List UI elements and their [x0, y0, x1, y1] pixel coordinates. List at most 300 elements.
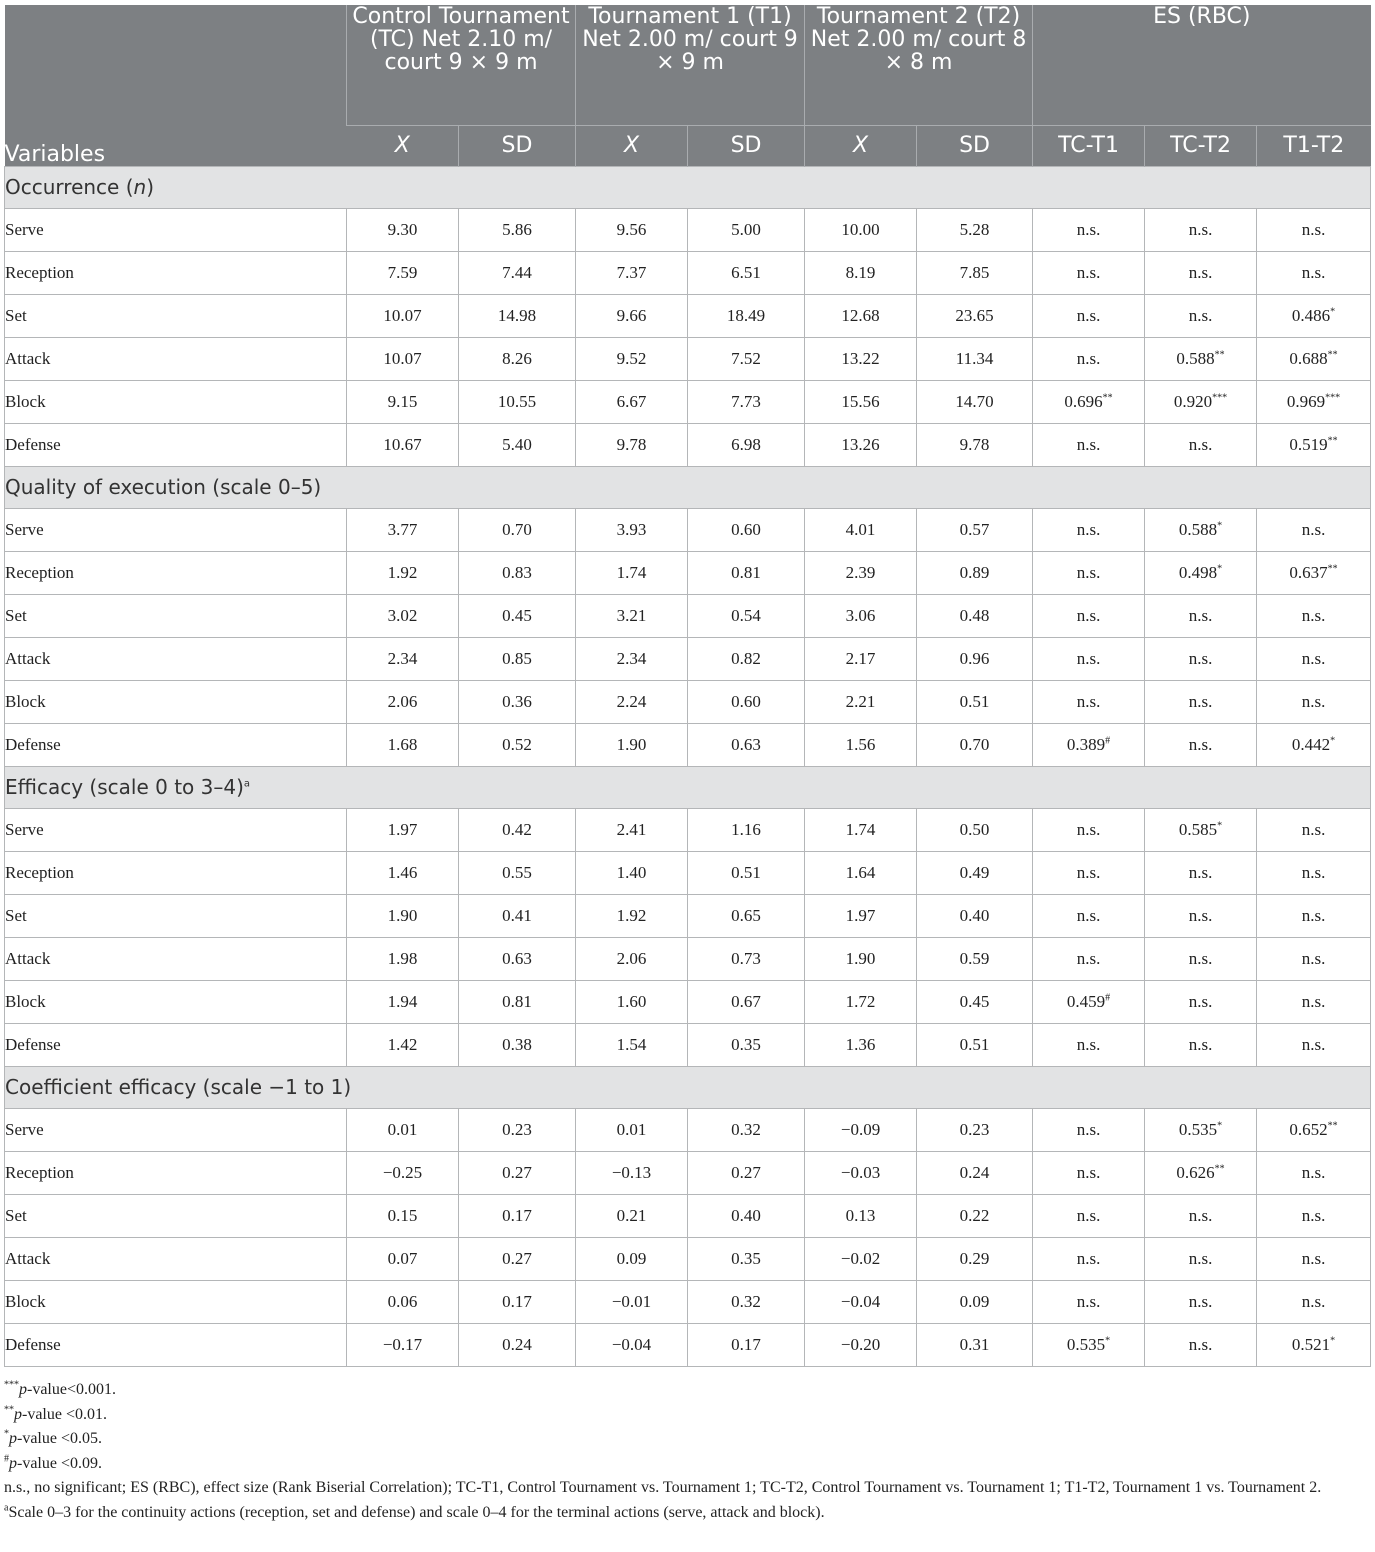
table-row	[5, 551, 1371, 594]
cell-t1-sd	[688, 980, 805, 1023]
significance-mark: *	[1330, 734, 1336, 746]
cell-value: 7.44	[502, 262, 532, 282]
cell-value: 9.78	[616, 434, 647, 454]
cell-es-tc-t2	[1145, 594, 1257, 637]
cell-value: 0.24	[502, 1334, 532, 1354]
cell-t2-mean	[805, 294, 917, 337]
cell-value: 0.41	[502, 905, 532, 925]
cell-value: 2.41	[616, 819, 647, 839]
cell-value: 0.85	[502, 648, 532, 668]
cell-value: 0.27	[502, 1248, 532, 1268]
table-row	[5, 1237, 1371, 1280]
header-row-groups	[5, 5, 1371, 125]
cell-value: n.s.	[1301, 819, 1326, 839]
cell-value: 5.00	[731, 219, 761, 239]
section-title-text: Occurrence (	[5, 175, 134, 199]
cell-es-tc-t1	[1033, 551, 1145, 594]
significance-mark: *	[1330, 305, 1336, 317]
cell-value: n.s.	[1301, 1162, 1326, 1182]
cell-tc-mean	[347, 723, 459, 766]
cell-value: 0.535	[1178, 1119, 1218, 1139]
row-label: Reception	[5, 251, 347, 294]
cell-value: 0.38	[502, 1034, 532, 1054]
cell-t1-sd	[688, 1108, 805, 1151]
cell-es-tc-t2	[1145, 851, 1257, 894]
cell-es-tc-t2	[1145, 508, 1257, 551]
cell-value: 1.74	[845, 819, 876, 839]
cell-value: 0.63	[502, 948, 532, 968]
cell-value: n.s.	[1301, 1205, 1326, 1225]
section-title-text: Efficacy (scale 0 to 3–4)	[5, 775, 244, 799]
cell-value: n.s.	[1076, 219, 1101, 239]
cell-es-tc-t2	[1145, 894, 1257, 937]
results-table	[4, 5, 1371, 1367]
cell-es-tc-t2	[1145, 1108, 1257, 1151]
significance-mark: *	[1217, 519, 1223, 531]
cell-value: 0.652	[1289, 1119, 1328, 1139]
cell-tc-sd	[459, 508, 576, 551]
cell-value: n.s.	[1188, 1248, 1213, 1268]
cell-value: 3.02	[387, 605, 418, 625]
cell-t2-mean	[805, 551, 917, 594]
cell-value: 0.585	[1178, 819, 1218, 839]
cell-value: n.s.	[1301, 219, 1326, 239]
cell-tc-mean	[347, 937, 459, 980]
cell-t2-sd	[917, 337, 1033, 380]
cell-t1-mean	[576, 894, 688, 937]
cell-value: n.s.	[1301, 862, 1326, 882]
cell-value: 0.459	[1066, 991, 1106, 1011]
cell-tc-mean	[347, 1108, 459, 1151]
section-title-text: Quality of execution (scale 0–5)	[5, 475, 322, 499]
cell-value: 10.00	[841, 219, 880, 239]
table-row	[5, 1151, 1371, 1194]
cell-value: n.s.	[1076, 1162, 1101, 1182]
cell-value: n.s.	[1076, 948, 1101, 968]
cell-tc-mean	[347, 1237, 459, 1280]
section-row	[5, 166, 1371, 208]
cell-value: 0.486	[1291, 305, 1331, 325]
cell-t1-mean	[576, 1108, 688, 1151]
cell-value: 0.54	[731, 605, 761, 625]
cell-value: 0.920	[1173, 391, 1213, 411]
cell-value: 1.54	[616, 1034, 647, 1054]
cell-value: 0.35	[731, 1034, 761, 1054]
section-title	[5, 766, 1371, 808]
row-label: Block	[5, 1280, 347, 1323]
cell-t1-mean	[576, 1023, 688, 1066]
cell-value: 1.72	[845, 991, 876, 1011]
cell-value: 0.07	[387, 1248, 418, 1268]
cell-t2-sd	[917, 251, 1033, 294]
cell-value: 6.51	[731, 262, 761, 282]
cell-value: 0.55	[502, 862, 532, 882]
cell-es-tc-t1	[1033, 894, 1145, 937]
cell-tc-mean	[347, 637, 459, 680]
significance-mark: **	[1327, 348, 1338, 360]
cell-value: 2.39	[845, 562, 876, 582]
cell-tc-sd	[459, 637, 576, 680]
cell-t2-mean	[805, 680, 917, 723]
row-label: Attack	[5, 1237, 347, 1280]
row-label: Block	[5, 380, 347, 423]
row-label: Serve	[5, 1108, 347, 1151]
table-row	[5, 980, 1371, 1023]
cell-value: n.s.	[1301, 905, 1326, 925]
cell-es-tc-t1	[1033, 808, 1145, 851]
cell-t2-sd	[917, 551, 1033, 594]
cell-es-t1-t2	[1257, 594, 1371, 637]
cell-es-tc-t2	[1145, 637, 1257, 680]
cell-value: 14.70	[955, 391, 994, 411]
cell-es-t1-t2	[1257, 1023, 1371, 1066]
cell-value: 1.42	[387, 1034, 418, 1054]
cell-value: 5.40	[502, 434, 532, 454]
cell-value: n.s.	[1188, 605, 1213, 625]
cell-es-t1-t2	[1257, 508, 1371, 551]
cell-value: 0.35	[731, 1248, 761, 1268]
cell-value: 0.40	[731, 1205, 761, 1225]
cell-value: 0.696	[1064, 391, 1103, 411]
cell-value: −0.09	[840, 1119, 881, 1139]
cell-value: 1.36	[845, 1034, 876, 1054]
cell-value: 12.68	[841, 305, 880, 325]
section-title-footnote-mark: a	[243, 778, 251, 790]
cell-es-t1-t2	[1257, 1323, 1371, 1366]
cell-value: 2.06	[387, 691, 418, 711]
cell-t1-mean	[576, 980, 688, 1023]
cell-t1-mean	[576, 380, 688, 423]
cell-tc-sd	[459, 423, 576, 466]
cell-value: 0.17	[502, 1291, 532, 1311]
cell-es-tc-t2	[1145, 723, 1257, 766]
cell-value: 1.74	[616, 562, 647, 582]
cell-value: 9.15	[387, 391, 418, 411]
cell-t2-mean	[805, 808, 917, 851]
cell-es-tc-t1	[1033, 1023, 1145, 1066]
cell-value: 0.42	[502, 819, 532, 839]
cell-value: 0.50	[959, 819, 990, 839]
header-tc-sd: SD	[459, 125, 576, 166]
cell-value: 7.73	[731, 391, 761, 411]
cell-t2-sd	[917, 637, 1033, 680]
cell-tc-mean	[347, 808, 459, 851]
header-t2-sd: SD	[917, 125, 1033, 166]
cell-value: 14.98	[497, 305, 537, 325]
cell-value: −0.01	[611, 1291, 652, 1311]
cell-value: 9.52	[616, 348, 647, 368]
cell-value: 2.34	[387, 648, 418, 668]
cell-value: 7.59	[387, 262, 418, 282]
cell-t2-mean	[805, 637, 917, 680]
cell-t2-sd	[917, 1194, 1033, 1237]
cell-t1-sd	[688, 851, 805, 894]
significance-mark: *	[1330, 1334, 1336, 1346]
cell-value: 4.01	[845, 519, 876, 539]
cell-es-tc-t1	[1033, 680, 1145, 723]
cell-value: 1.92	[387, 562, 418, 582]
cell-es-tc-t2	[1145, 251, 1257, 294]
cell-value: 1.90	[387, 905, 418, 925]
cell-value: 10.07	[383, 305, 422, 325]
cell-tc-sd	[459, 937, 576, 980]
cell-t1-mean	[576, 937, 688, 980]
header-control-tournament: Control Tournament (TC) Net 2.10 m/ court 9 × 9 m	[347, 5, 576, 125]
row-label: Attack	[5, 937, 347, 980]
cell-value: n.s.	[1301, 262, 1326, 282]
cell-value: n.s.	[1076, 519, 1101, 539]
cell-es-t1-t2	[1257, 808, 1371, 851]
cell-es-t1-t2	[1257, 937, 1371, 980]
cell-t2-sd	[917, 851, 1033, 894]
cell-t1-sd	[688, 508, 805, 551]
cell-tc-sd	[459, 1023, 576, 1066]
row-label: Serve	[5, 508, 347, 551]
table-row	[5, 723, 1371, 766]
cell-t1-sd	[688, 1237, 805, 1280]
cell-value: 2.21	[845, 691, 876, 711]
cell-es-tc-t1	[1033, 937, 1145, 980]
header-tournament-1: Tournament 1 (T1) Net 2.00 m/ court 9 × 9 m	[576, 5, 805, 125]
cell-value: n.s.	[1076, 348, 1101, 368]
cell-value: n.s.	[1301, 948, 1326, 968]
cell-value: 1.68	[387, 734, 418, 754]
cell-value: 0.21	[616, 1205, 647, 1225]
cell-tc-sd	[459, 808, 576, 851]
table-row	[5, 594, 1371, 637]
header-t2-mean: X	[805, 125, 917, 166]
cell-t1-mean	[576, 1323, 688, 1366]
cell-value: n.s.	[1188, 1291, 1213, 1311]
cell-value: 6.98	[731, 434, 761, 454]
cell-value: 0.27	[502, 1162, 532, 1182]
cell-value: 0.23	[502, 1119, 532, 1139]
cell-tc-sd	[459, 894, 576, 937]
cell-es-t1-t2	[1257, 1280, 1371, 1323]
cell-value: 1.56	[845, 734, 876, 754]
row-label: Reception	[5, 551, 347, 594]
significance-mark: **	[1102, 391, 1113, 403]
cell-value: 0.13	[845, 1205, 876, 1225]
footnotes	[4, 1378, 1370, 1525]
cell-t2-mean	[805, 894, 917, 937]
section-row	[5, 466, 1371, 508]
table-body	[5, 166, 1371, 1366]
cell-t2-mean	[805, 1323, 917, 1366]
cell-tc-sd	[459, 294, 576, 337]
header-tournament-2: Tournament 2 (T2) Net 2.00 m/ court 8 × 8 m	[805, 5, 1033, 125]
cell-value: 1.90	[845, 948, 876, 968]
row-label: Block	[5, 680, 347, 723]
cell-es-tc-t2	[1145, 680, 1257, 723]
cell-t2-sd	[917, 723, 1033, 766]
cell-t2-mean	[805, 337, 917, 380]
cell-value: 0.688	[1289, 348, 1328, 368]
header-t1-t2: T1-T2	[1257, 125, 1371, 166]
significance-mark: *	[1105, 1334, 1111, 1346]
cell-value: 1.46	[387, 862, 418, 882]
section-row	[5, 1066, 1371, 1108]
cell-t2-sd	[917, 294, 1033, 337]
cell-es-tc-t1	[1033, 980, 1145, 1023]
cell-es-t1-t2	[1257, 637, 1371, 680]
cell-es-tc-t2	[1145, 1280, 1257, 1323]
row-label: Set	[5, 594, 347, 637]
cell-value: 10.07	[383, 348, 422, 368]
cell-es-tc-t2	[1145, 1237, 1257, 1280]
cell-value: 0.89	[959, 562, 990, 582]
cell-value: 7.85	[959, 262, 990, 282]
cell-value: 23.65	[955, 305, 994, 325]
cell-t1-mean	[576, 337, 688, 380]
cell-value: n.s.	[1076, 1291, 1101, 1311]
row-label: Set	[5, 1194, 347, 1237]
cell-t1-mean	[576, 680, 688, 723]
cell-value: n.s.	[1188, 1205, 1213, 1225]
table-row	[5, 894, 1371, 937]
cell-value: n.s.	[1188, 434, 1213, 454]
footnote-p05: *p-value <0.05.	[4, 1428, 102, 1447]
cell-t2-sd	[917, 1023, 1033, 1066]
cell-es-t1-t2	[1257, 980, 1371, 1023]
table-row	[5, 808, 1371, 851]
cell-es-t1-t2	[1257, 294, 1371, 337]
section-title	[5, 1066, 1371, 1108]
cell-value: −0.02	[840, 1248, 881, 1268]
cell-t2-sd	[917, 594, 1033, 637]
cell-t2-mean	[805, 380, 917, 423]
cell-t1-mean	[576, 808, 688, 851]
section-title-italic: n	[133, 175, 147, 199]
cell-value: 0.73	[731, 948, 761, 968]
cell-value: 1.16	[731, 819, 761, 839]
cell-es-tc-t1	[1033, 1108, 1145, 1151]
cell-tc-sd	[459, 1108, 576, 1151]
cell-value: 3.77	[387, 519, 418, 539]
cell-t1-mean	[576, 1280, 688, 1323]
cell-value: 0.535	[1066, 1334, 1106, 1354]
cell-t2-mean	[805, 723, 917, 766]
cell-value: 0.17	[731, 1334, 761, 1354]
row-label: Serve	[5, 208, 347, 251]
cell-value: 8.26	[502, 348, 532, 368]
cell-tc-mean	[347, 380, 459, 423]
header-tc-mean: X	[347, 125, 459, 166]
cell-tc-sd	[459, 680, 576, 723]
cell-tc-sd	[459, 1237, 576, 1280]
cell-value: n.s.	[1076, 905, 1101, 925]
cell-value: 2.06	[616, 948, 647, 968]
cell-value: 1.97	[387, 819, 418, 839]
cell-value: 1.40	[616, 862, 647, 882]
cell-es-t1-t2	[1257, 851, 1371, 894]
cell-value: 0.09	[959, 1291, 990, 1311]
table-row	[5, 208, 1371, 251]
cell-t1-mean	[576, 1151, 688, 1194]
section-title-text: Coefficient efficacy (scale −1 to 1)	[5, 1075, 352, 1099]
cell-t1-sd	[688, 208, 805, 251]
cell-es-tc-t2	[1145, 937, 1257, 980]
significance-mark: *	[1217, 1119, 1223, 1131]
cell-es-t1-t2	[1257, 551, 1371, 594]
cell-es-tc-t1	[1033, 208, 1145, 251]
table-row	[5, 423, 1371, 466]
cell-value: 0.81	[731, 562, 761, 582]
row-label: Reception	[5, 1151, 347, 1194]
cell-t2-sd	[917, 508, 1033, 551]
cell-t2-mean	[805, 937, 917, 980]
cell-value: −0.25	[382, 1162, 423, 1182]
header-effect-size: ES (RBC)	[1033, 5, 1371, 125]
cell-tc-sd	[459, 594, 576, 637]
cell-value: n.s.	[1188, 1034, 1213, 1054]
cell-es-tc-t1	[1033, 1280, 1145, 1323]
cell-value: n.s.	[1188, 305, 1213, 325]
cell-value: 0.969	[1286, 391, 1326, 411]
cell-value: 18.49	[726, 305, 766, 325]
cell-tc-mean	[347, 208, 459, 251]
cell-tc-sd	[459, 723, 576, 766]
cell-t2-mean	[805, 208, 917, 251]
cell-es-tc-t1	[1033, 423, 1145, 466]
significance-mark: **	[1214, 1162, 1225, 1174]
cell-value: n.s.	[1188, 262, 1213, 282]
section-title	[5, 466, 1371, 508]
cell-es-t1-t2	[1257, 380, 1371, 423]
cell-value: 0.83	[502, 562, 532, 582]
cell-tc-sd	[459, 551, 576, 594]
cell-value: 15.56	[841, 391, 880, 411]
cell-t1-mean	[576, 551, 688, 594]
significance-mark: #	[1105, 734, 1111, 746]
cell-value: 3.21	[616, 605, 647, 625]
cell-es-t1-t2	[1257, 1237, 1371, 1280]
cell-tc-sd	[459, 851, 576, 894]
table-row	[5, 508, 1371, 551]
cell-t1-sd	[688, 594, 805, 637]
cell-value: 0.52	[502, 734, 532, 754]
cell-es-tc-t2	[1145, 1151, 1257, 1194]
cell-value: n.s.	[1188, 734, 1213, 754]
cell-tc-mean	[347, 1194, 459, 1237]
table-row	[5, 380, 1371, 423]
footnote-p01: **p-value <0.01.	[4, 1404, 107, 1423]
cell-value: 0.96	[959, 648, 990, 668]
cell-value: 0.498	[1178, 562, 1218, 582]
cell-value: 0.06	[387, 1291, 418, 1311]
cell-es-tc-t1	[1033, 1194, 1145, 1237]
cell-value: 0.60	[731, 691, 761, 711]
cell-es-tc-t1	[1033, 594, 1145, 637]
significance-mark: ***	[1212, 391, 1228, 403]
cell-t2-mean	[805, 1194, 917, 1237]
cell-value: 0.51	[959, 691, 990, 711]
cell-t2-sd	[917, 1151, 1033, 1194]
cell-es-tc-t1	[1033, 1323, 1145, 1366]
cell-tc-mean	[347, 1151, 459, 1194]
cell-value: n.s.	[1076, 862, 1101, 882]
cell-value: 0.389	[1066, 734, 1106, 754]
cell-value: n.s.	[1076, 691, 1101, 711]
cell-tc-sd	[459, 1323, 576, 1366]
table-row	[5, 1194, 1371, 1237]
significance-mark: **	[1214, 348, 1225, 360]
cell-es-tc-t1	[1033, 851, 1145, 894]
cell-value: 0.32	[731, 1291, 761, 1311]
cell-value: n.s.	[1301, 648, 1326, 668]
cell-es-tc-t2	[1145, 1023, 1257, 1066]
cell-t1-sd	[688, 380, 805, 423]
